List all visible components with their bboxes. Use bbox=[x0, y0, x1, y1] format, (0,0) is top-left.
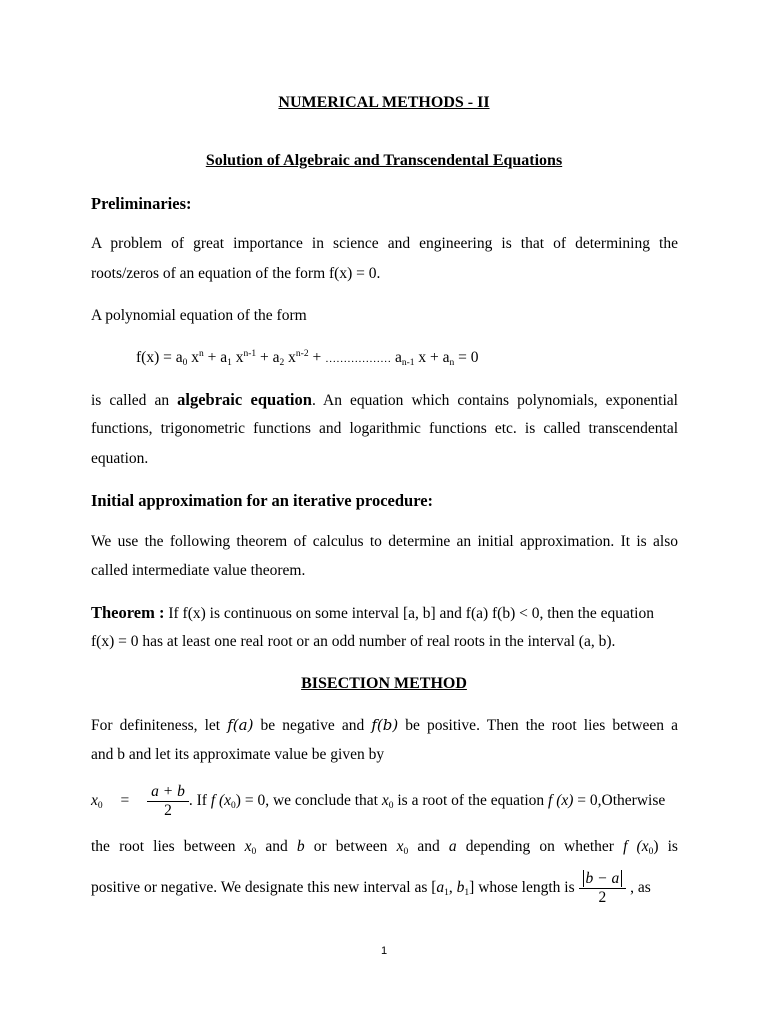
document-subtitle: Solution of Algebraic and Transcendental Equations bbox=[205, 152, 563, 169]
paragraph-line: equation. bbox=[91, 450, 149, 467]
paragraph-line: A problem of great importance in science and engineering is that of determining the bbox=[91, 235, 678, 252]
paragraph-line: positive or negative. We designate this new interval as [$a_1$, $b_1$] whose length is $\frac{b - a}{2}$ , as bbox=[91, 870, 651, 906]
paragraph-line: the root lies between $x_0$ and b or between $x_0$ and a depending on whether f $(x_0)$ is bbox=[91, 838, 678, 857]
midpoint-fraction: $\frac{a + b}{2}$ bbox=[147, 783, 189, 820]
bisection-heading: BISECTION METHOD bbox=[301, 675, 467, 692]
paragraph-line: roots/zeros of an equation of the form f(x) = 0. bbox=[91, 265, 381, 282]
theorem-line: Theorem : If f(x) is continuous on some interval [a, b] and f(a) f(b) < 0, then the equation bbox=[91, 603, 654, 622]
page-number: 1 bbox=[380, 945, 388, 957]
document-title: NUMERICAL METHODS - II bbox=[278, 94, 490, 111]
paragraph-line: functions, trigonometric functions and logarithmic functions etc. is called transcendental bbox=[91, 420, 678, 437]
paragraph-line: called intermediate value theorem. bbox=[91, 562, 306, 579]
paragraph-line: and b and let its approximate value be given by bbox=[91, 746, 385, 763]
polynomial-equation: $f(x) = a_0$ $x^n + a_1$ $x^{n-1} + a_2$ $x^{n-2}$ + ……………… $a_{n-1}$ $x + a_n = 0$ bbox=[136, 349, 479, 368]
bisection-formula-line: $x_0$ = $\frac{a + b}{2}$ . If f $(x_0) = 0$, we conclude that $x_0$ is a root of the equation f (x) = 0,Otherwise bbox=[91, 783, 666, 819]
paragraph-line: A polynomial equation of the form bbox=[91, 307, 307, 324]
theorem-line: f(x) = 0 has at least one real root or an odd number of real roots in the interval (a, b). bbox=[91, 633, 616, 650]
interval-length-fraction: $\frac{b - a}{2}$ bbox=[579, 870, 627, 907]
preliminaries-heading: Preliminaries: bbox=[91, 194, 192, 213]
paragraph-line: For definiteness, let f(a) be negative and f(b) be positive. Then the root lies between a bbox=[91, 716, 679, 734]
initial-approximation-heading: Initial approximation for an iterative procedure: bbox=[91, 491, 434, 510]
paragraph-line: We use the following theorem of calculus to determine an initial approximation. It is also bbox=[91, 533, 678, 550]
paragraph-line: is called an algebraic equation. An equation which contains polynomials, exponential bbox=[91, 390, 678, 409]
